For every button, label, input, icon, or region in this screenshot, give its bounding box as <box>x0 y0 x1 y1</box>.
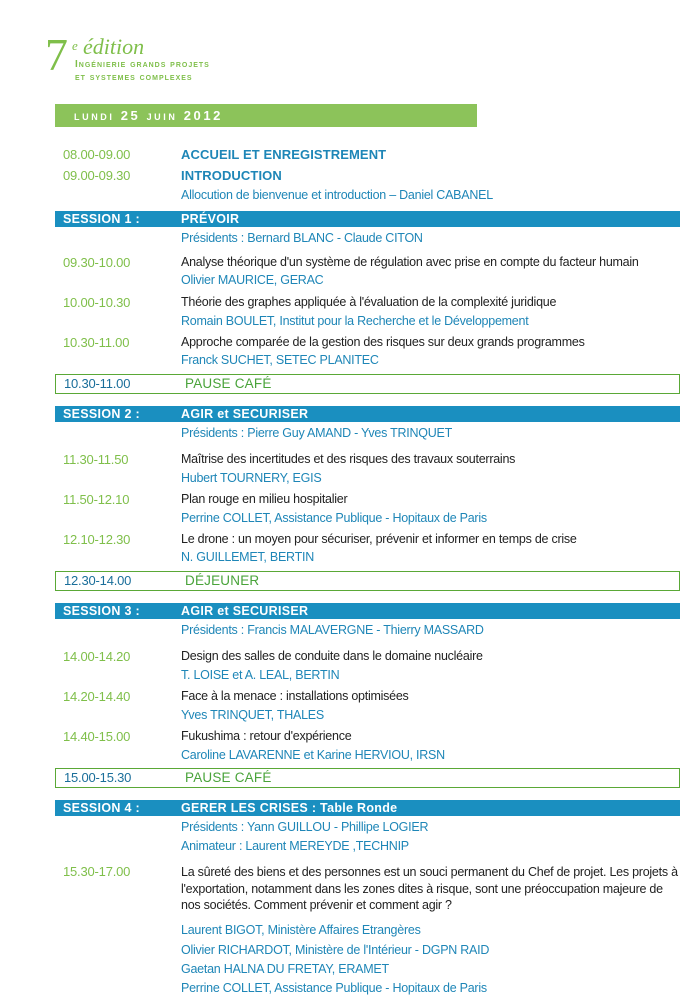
talk-speaker: Yves TRINQUET, THALES <box>181 708 324 722</box>
talk-speaker: Olivier MAURICE, GERAC <box>181 273 324 287</box>
edition-word: édition <box>83 34 145 59</box>
session-2-label: SESSION 2 : <box>63 407 140 421</box>
talk-time: 09.30-10.00 <box>63 255 131 270</box>
pause-1-time: 10.30-11.00 <box>64 376 131 391</box>
talk-speaker: Caroline LAVARENNE et Karine HERVIOU, IRSN <box>181 748 445 762</box>
session-4-title: GERER LES CRISES : Table Ronde <box>181 801 398 815</box>
session-1-title: PRÉVOIR <box>181 212 240 226</box>
session-4-animator: Animateur : Laurent MEREYDE ,TECHNIP <box>181 839 409 853</box>
talk-time: 10.00-10.30 <box>63 295 131 310</box>
session-3-label: SESSION 3 : <box>63 604 140 618</box>
talk-speaker: Hubert TOURNERY, EGIS <box>181 471 322 485</box>
talk-title: Design des salles de conduite dans le domaine nucléaire <box>181 649 483 663</box>
session-1-bar <box>55 211 680 227</box>
pause-2-label: DÉJEUNER <box>185 573 260 588</box>
opening-title-2: INTRODUCTION <box>181 168 282 183</box>
talk-time: 14.20-14.40 <box>63 689 131 704</box>
session-4-description: La sûreté des biens et des personnes est un souci permanent du Chef de projet. Les projets à l'exportation, notamment dans les zones dites à risque, sont une préoccupation majeure de nos sociétés. Comment prévenir et comment agir ? <box>181 865 678 912</box>
talk-speaker: Perrine COLLET, Assistance Publique - Hopitaux de Paris <box>181 511 487 525</box>
talk-title: Plan rouge en milieu hospitalier <box>181 492 348 506</box>
session-2-title: AGIR et SECURISER <box>181 407 309 421</box>
session-3-title: AGIR et SECURISER <box>181 604 309 618</box>
pause-1-box <box>55 374 680 394</box>
pause-1-label: PAUSE CAFÉ <box>185 376 272 391</box>
session-2-bar <box>55 406 680 422</box>
talk-time: 10.30-11.00 <box>63 335 130 350</box>
talk-time: 14.40-15.00 <box>63 729 131 744</box>
talk-title: Approche comparée de la gestion des risques sur deux grands programmes <box>181 335 585 349</box>
session-2-chairs: Présidents : Pierre Guy AMAND - Yves TRINQUET <box>181 426 453 440</box>
date-bar <box>55 104 477 127</box>
edition-number: 7 <box>45 29 68 80</box>
panelist: Laurent BIGOT, Ministère Affaires Etrangères <box>181 923 421 937</box>
talk-speaker: N. GUILLEMET, BERTIN <box>181 550 314 564</box>
talk-title: Analyse théorique d'un système de régulation avec prise en compte du facteur humain <box>181 255 639 269</box>
session-3-bar <box>55 603 680 619</box>
session-1-chairs: Présidents : Bernard BLANC - Claude CITON <box>181 231 423 245</box>
talk-title: Le drone : un moyen pour sécuriser, prévenir et informer en temps de crise <box>181 532 577 546</box>
pause-2-box <box>55 571 680 591</box>
talk-speaker: T. LOISE et A. LEAL, BERTIN <box>181 668 340 682</box>
subtitle-line-2: et systemes complexes <box>75 72 193 83</box>
panelist: Perrine COLLET, Assistance Publique - Hopitaux de Paris <box>181 981 487 995</box>
pause-2-time: 12.30-14.00 <box>64 573 132 588</box>
talk-title: Fukushima : retour d'expérience <box>181 729 352 743</box>
session-4-bar <box>55 800 680 816</box>
subtitle-line-1: Ingénierie grands projets <box>75 59 210 70</box>
talk-title: Face à la menace : installations optimisées <box>181 689 409 703</box>
session-4-chairs: Présidents : Yann GUILLOU - Phillipe LOGIER <box>181 820 429 834</box>
session-1-label: SESSION 1 : <box>63 212 140 226</box>
panelist: Olivier RICHARDOT, Ministère de l'Intérieur - DGPN RAID <box>181 943 490 957</box>
session-4-time: 15.30-17.00 <box>63 864 131 879</box>
session-4-label: SESSION 4 : <box>63 801 140 815</box>
pause-3-label: PAUSE CAFÉ <box>185 770 272 785</box>
opening-line-2: Allocution de bienvenue et introduction – Daniel CABANEL <box>181 188 493 202</box>
opening-title-1: ACCUEIL ET ENREGISTREMENT <box>181 147 387 162</box>
edition-header <box>45 29 305 86</box>
opening-time-1: 08.00-09.00 <box>63 147 131 162</box>
talk-time: 11.30-11.50 <box>63 452 129 467</box>
talk-time: 11.50-12.10 <box>63 492 130 507</box>
panelist: Gaetan HALNA DU FRETAY, ERAMET <box>181 962 389 976</box>
talk-title: Maîtrise des incertitudes et des risques des travaux souterrains <box>181 452 516 466</box>
edition-superscript: e <box>72 38 78 53</box>
talk-time: 12.10-12.30 <box>63 532 131 547</box>
talk-speaker: Romain BOULET, Institut pour la Recherche et le Développement <box>181 314 529 328</box>
pause-3-box <box>55 768 680 788</box>
opening-time-2: 09.00-09.30 <box>63 168 131 183</box>
talk-speaker: Franck SUCHET, SETEC PLANITEC <box>181 353 379 367</box>
talk-time: 14.00-14.20 <box>63 649 131 664</box>
pause-3-time: 15.00-15.30 <box>64 770 132 785</box>
talk-title: Théorie des graphes appliquée à l'évaluation de la complexité juridique <box>181 295 557 309</box>
session-3-chairs: Présidents : Francis MALAVERGNE - Thierry MASSARD <box>181 623 484 637</box>
date-label: lundi 25 juin 2012 <box>74 108 224 123</box>
